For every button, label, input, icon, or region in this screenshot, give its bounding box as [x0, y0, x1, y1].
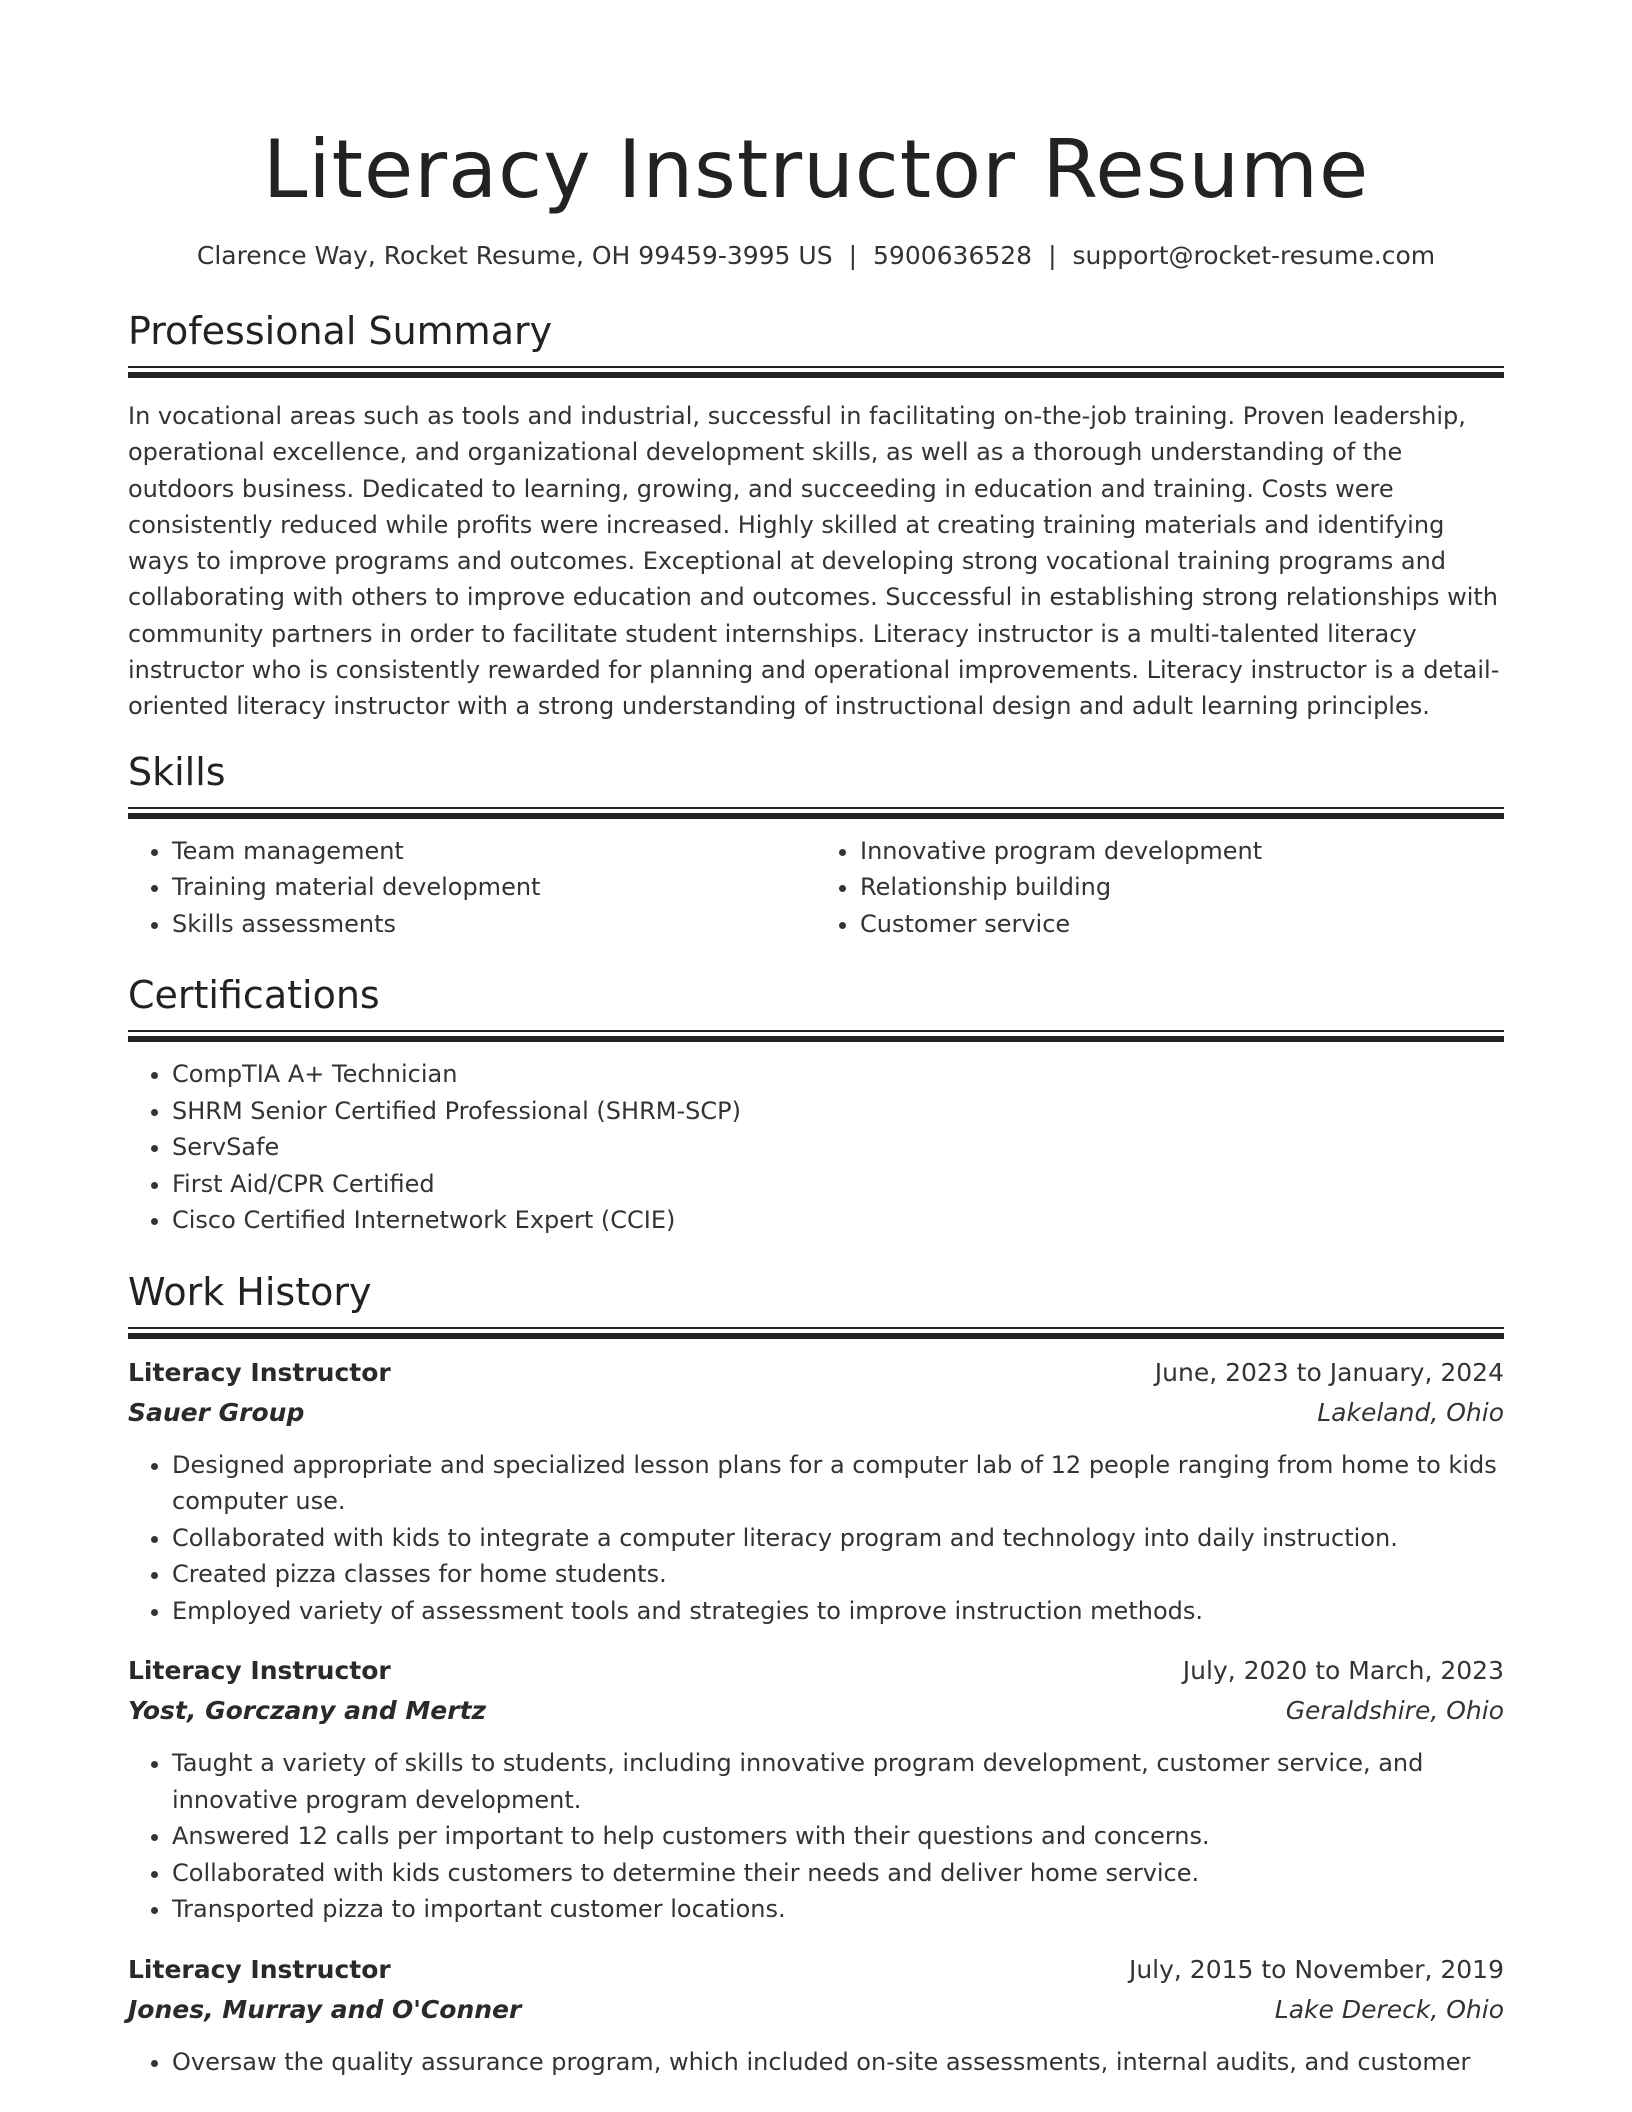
job-dates: July, 2020 to March, 2023	[1182, 1656, 1504, 1686]
section-title-work-history: Work History	[128, 1269, 372, 1314]
section-divider	[128, 366, 1504, 378]
certification-item: • ServSafe	[172, 1129, 1504, 1166]
skill-item: • Relationship building	[860, 869, 1504, 906]
job-title: Literacy Instructor	[128, 1357, 391, 1387]
job-bullets	[128, 1745, 1504, 1928]
job-bullets	[128, 2044, 1504, 2081]
resume-title: Literacy Instructor Resume	[262, 123, 1370, 216]
job-bullet: • Created pizza classes for home students.	[172, 1556, 1504, 1593]
job-location: Lakeland, Ohio	[1317, 1397, 1504, 1427]
contact-email: support@rocket-resume.com	[1072, 241, 1436, 270]
job-entry	[128, 1651, 1504, 1928]
section-title-certifications: Certifications	[128, 973, 380, 1018]
section-divider	[128, 1327, 1504, 1339]
contact-separator: |	[1048, 241, 1057, 270]
job-bullet: • Collaborated with kids customers to determine their needs and deliver home service.	[172, 1855, 1504, 1892]
skills-section	[128, 747, 1504, 943]
job-bullet: • Employed variety of assessment tools and strategies to improve instruction methods.	[172, 1593, 1504, 1630]
skill-item: • Team management	[172, 833, 816, 870]
job-company: Sauer Group	[128, 1397, 305, 1427]
job-location: Lake Dereck, Ohio	[1274, 1994, 1504, 2024]
job-company: Yost, Gorczany and Mertz	[128, 1696, 487, 1726]
job-dates: June, 2023 to January, 2024	[1154, 1357, 1504, 1387]
summary-section	[128, 306, 1504, 725]
job-company: Jones, Murray and O'Conner	[128, 1994, 522, 2024]
job-bullet: • Taught a variety of skills to students, including innovative program development, customer service, and innovative program development.	[172, 1745, 1504, 1818]
section-divider	[128, 1030, 1504, 1042]
skill-item: • Training material development	[172, 869, 816, 906]
job-bullet: • Transported pizza to important customer locations.	[172, 1891, 1504, 1928]
job-bullet: • Collaborated with kids to integrate a computer literacy program and technology into daily instruction.	[172, 1520, 1504, 1557]
job-bullet: • Designed appropriate and specialized lesson plans for a computer lab of 12 people ranging from home to kids computer use.	[172, 1447, 1504, 1520]
job-bullet: • Answered 12 calls per important to help customers with their questions and concerns.	[172, 1818, 1504, 1855]
job-entry	[128, 1353, 1504, 1630]
certification-item: • SHRM Senior Certified Professional (SHRM-SCP)	[172, 1093, 1504, 1130]
job-entry	[128, 1950, 1504, 2081]
certifications-list	[128, 1056, 1504, 1239]
skills-grid	[128, 819, 1504, 943]
section-title-skills: Skills	[128, 749, 226, 794]
skill-item: • Skills assessments	[172, 906, 816, 943]
contact-phone: 5900636528	[873, 241, 1033, 270]
job-title: Literacy Instructor	[128, 1954, 391, 1984]
work-history-section	[128, 1267, 1504, 2081]
section-divider	[128, 807, 1504, 819]
job-bullets	[128, 1447, 1504, 1630]
certification-item: • First Aid/CPR Certified	[172, 1166, 1504, 1203]
certifications-section	[128, 970, 1504, 1239]
certification-item: • Cisco Certified Internetwork Expert (CCIE)	[172, 1202, 1504, 1239]
job-title: Literacy Instructor	[128, 1656, 391, 1686]
job-location: Geraldshire, Ohio	[1285, 1696, 1504, 1726]
skill-item: • Innovative program development	[860, 833, 1504, 870]
skills-list-right	[816, 833, 1504, 943]
job-dates: July, 2015 to November, 2019	[1128, 1954, 1504, 1984]
contact-separator: |	[848, 241, 858, 270]
contact-line	[128, 238, 1504, 274]
skills-list-left	[128, 833, 816, 943]
section-title-summary: Professional Summary	[128, 309, 553, 353]
job-bullet: • Oversaw the quality assurance program, which included on-site assessments, internal audits, and customer	[172, 2044, 1504, 2081]
contact-address: Clarence Way, Rocket Resume, OH 99459-3995 US	[196, 241, 833, 270]
skill-item: • Customer service	[860, 906, 1504, 943]
summary-text: In vocational areas such as tools and industrial, successful in facilitating on-the-job training. Proven leadership, operational excellence, and organizational development skills, as well as a thorough understanding of the outdoors business. Dedicated to learning, growing, and succeeding in education and training. Costs were consistently reduced while profits were increased. Highly skilled at creating training materials and identifying ways to improve programs and outcomes. Exceptional at developing strong vocational training programs and collaborating with others to improve education and outcomes. Successful in establishing strong relationships with community partners in order to facilitate student internships. Literacy instructor is a multi-talented literacy instructor who is consistently rewarded for planning and operational improvements. Literacy instructor is a detail-oriented literacy instructor with a strong understanding of instructional design and adult learning principles.	[128, 402, 1500, 721]
certification-item: • CompTIA A+ Technician	[172, 1056, 1504, 1093]
